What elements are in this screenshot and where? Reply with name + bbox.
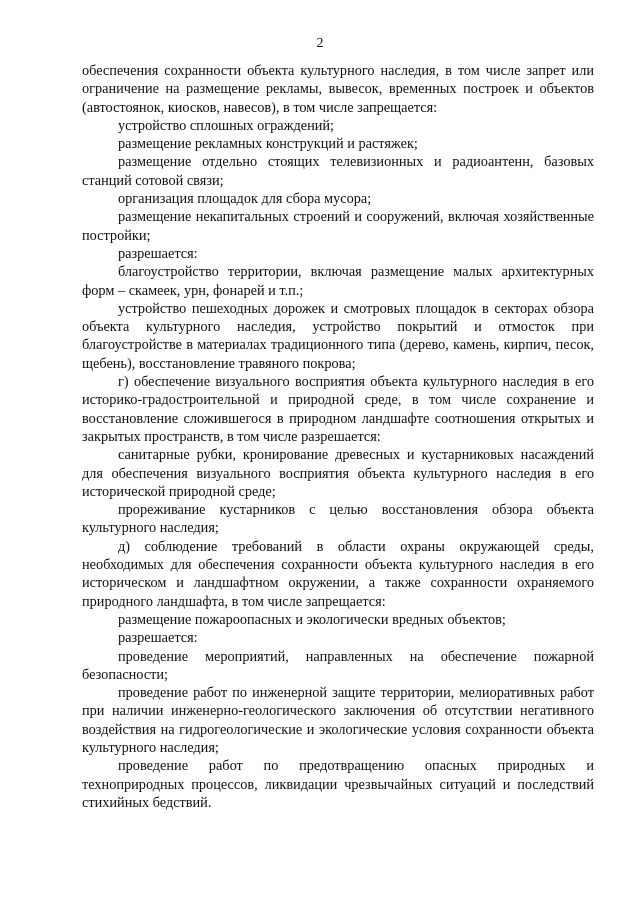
paragraph: организация площадок для сбора мусора;	[118, 191, 372, 208]
document-body	[82, 62, 594, 812]
paragraph: размещение отдельно стоящих телевизионных и радиоантенн, базовых станций сотовой связи;	[82, 154, 594, 189]
page-number: 2	[316, 36, 324, 51]
paragraph-item-g: г) обеспечение визуального восприятия объекта культурного наследия в его историко-градостроительной и природной среде, в том числе сохранение и восстановление сложившегося в природном ландшафте соотношения открытых и закрытых пространств, в том числе разрешается:	[82, 374, 594, 445]
paragraph: благоустройство территории, включая размещение малых архитектурных форм – скамеек, урн, фонарей и т.п.;	[82, 264, 594, 299]
paragraph: размещение пожароопасных и экологически вредных объектов;	[118, 611, 506, 628]
paragraph: устройство пешеходных дорожек и смотровых площадок в секторах обзора объекта культурного наследия, устройство покрытий и отмосток при благоустройстве в материалах традиционного типа (дерево, камень, кирпич, песок, щебень), восстановление травяного покрова;	[82, 300, 594, 372]
paragraph: проведение работ по инженерной защите территории, мелиоративных работ при наличии инженерно-геологического заключения об отсутствии негативного воздействия на гидрогеологические и экологические условия сохранности объекта культурного наследия;	[82, 685, 594, 756]
paragraph: разрешается:	[118, 630, 198, 647]
paragraph: проведение мероприятий, направленных на обеспечение пожарной безопасности;	[82, 648, 594, 683]
paragraph: проведение работ по предотвращению опасных природных и техноприродных процессов, ликвидации чрезвычайных ситуаций и последствий стихийных бедствий.	[82, 758, 594, 811]
paragraph-continuation: обеспечения сохранности объекта культурного наследия, в том числе запрет или ограничение на размещение рекламы, вывесок, временных построек и объектов (автостоянок, киосков, навесов), в том числе запрещается:	[82, 63, 594, 116]
paragraph: разрешается:	[118, 245, 198, 262]
paragraph: размещение некапитальных строений и сооружений, включая хозяйственные постройки;	[82, 209, 594, 244]
paragraph: прореживание кустарников с целью восстановления обзора объекта культурного наследия;	[82, 502, 594, 537]
paragraph: санитарные рубки, кронирование древесных и кустарниковых насаждений для обеспечения визуального восприятия объекта культурного наследия в его исторической природной среде;	[82, 447, 594, 500]
paragraph: размещение рекламных конструкций и растяжек;	[118, 136, 418, 153]
paragraph-item-d: д) соблюдение требований в области охраны окружающей среды, необходимых для обеспечения сохранности объекта культурного наследия в его историческом и ландшафтном окружении, а также сохранности охраняемого природного ландшафта, в том числе запрещается:	[82, 538, 594, 610]
paragraph: устройство сплошных ограждений;	[118, 117, 335, 134]
